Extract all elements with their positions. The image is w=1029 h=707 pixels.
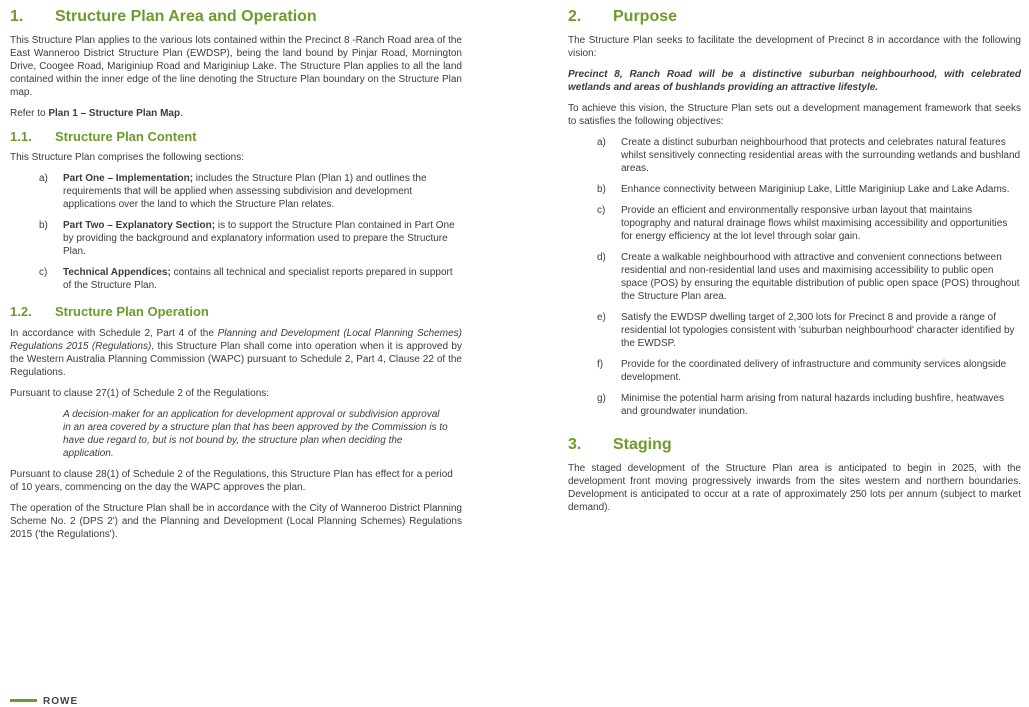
right-column: [568, 0, 1021, 514]
staging-paragraph: The staged development of the Structure Plan area is anticipated to begin in 2025, with the development front moving progressively inwards from the sites western and northern boundaries. Development is anticipated to occur at a rate of approximately 250 lots per annum (subject to market demand).: [568, 463, 1021, 513]
section-1-paragraph: This Structure Plan applies to the various lots contained within the Precinct 8 -Ranch Road area of the East Wanneroo District Structure Plan (EWDSP), being the land bound by Pinjar Road, Mornington Drive, Coogee Road, Mariginiup Road and Mariginiup Lake. The Structure Plan applies to all the land contained within the inner edge of the line denoting the Structure Plan boundary on the Structure Plan map.: [10, 35, 462, 98]
list-item: d) Create a walkable neighbourhood with attractive and convenient connections between residential and non-residential land uses and maximising accessibility to public open space (POS) by ensuring the equitable distribution of public open space (POS) throughout the Structure Plan area.: [597, 252, 1020, 302]
plan-reference: Plan 1 – Structure Plan Map: [48, 108, 181, 119]
section-3-heading: [568, 435, 1021, 455]
company-logo: [10, 697, 78, 707]
list-item: b) Part Two – Explanatory Section; is to support the Structure Plan contained in Part One by providing the background and explanatory information used to prepare the Structure Plan.: [39, 220, 455, 257]
section-1-heading: [10, 7, 462, 27]
objectives-intro: To achieve this vision, the Structure Plan sets out a development management framework that seeks to satisfies the following objectives:: [568, 103, 1021, 127]
clause-27-intro: Pursuant to clause 27(1) of Schedule 2 of the Regulations:: [10, 388, 270, 399]
list-item: g) Minimise the potential harm arising from natural hazards including bushfire, heatwaves and groundwater inundation.: [597, 393, 1004, 417]
list-item: a) Part One – Implementation; includes the Structure Plan (Plan 1) and outlines the requirements that will be applied when assessing subdivision and development applications over the land to which the Structure Plan relates.: [39, 173, 427, 210]
refer-line: Refer to Plan 1 – Structure Plan Map.: [10, 108, 183, 119]
section-number: 1.2.: [10, 304, 32, 319]
scheme-paragraph: The operation of the Structure Plan shall be in accordance with the City of Wanneroo District Planning Scheme No. 2 (DPS 2') and the Planning and Development (Local Planning Schemes) Regulations 2015 ('the Regulations').: [10, 503, 462, 540]
regulation-quote: A decision-maker for an application for development approval or subdivision approval in an area covered by a structure plan that has been approved by the Commission is to have due regard to, but is not bound by, the structure plan when deciding the application.: [63, 409, 448, 459]
list-item: b) Enhance connectivity between Mariginiup Lake, Little Mariginiup Lake and Lake Adams.: [597, 184, 1010, 195]
section-title: Staging: [613, 436, 672, 453]
list-item: c) Technical Appendices; contains all technical and specialist reports prepared in support of the Structure Plan.: [39, 267, 453, 291]
section-title: Structure Plan Content: [55, 129, 197, 144]
clause-28-paragraph: Pursuant to clause 28(1) of Schedule 2 of the Regulations, this Structure Plan has effect for a period of 10 years, commencing on the day the WAPC approves the plan.: [10, 469, 453, 493]
section-title: Purpose: [613, 8, 678, 25]
section-number: 1.1.: [10, 129, 32, 144]
section-title: Structure Plan Area and Operation: [55, 8, 317, 25]
section-1-2-heading: [10, 304, 462, 320]
operation-paragraph: In accordance with Schedule 2, Part 4 of the Planning and Development (Local Planning Schemes) Regulations 2015 (Regulations), this Structure Plan shall come into operation when it is approved by the Western Australia Planning Commission (WAPC) pursuant to Schedule 2, Part 4, Clause 22 of the Regulations.: [10, 328, 462, 378]
section-number: 2.: [568, 8, 582, 25]
content-intro: This Structure Plan comprises the following sections:: [10, 152, 244, 163]
purpose-paragraph: The Structure Plan seeks to facilitate the development of Precinct 8 in accordance with the following vision:: [568, 35, 1021, 59]
objectives-list: [568, 136, 1021, 418]
content-list: [10, 172, 462, 292]
list-item: e) Satisfy the EWDSP dwelling target of 2,300 lots for Precinct 8 and provide a range of residential lot typologies consistent with 'suburban neighbourhood' character identified by the EWDSP.: [597, 312, 1015, 349]
section-number: 3.: [568, 436, 582, 453]
section-1-1-heading: [10, 129, 462, 145]
section-title: Structure Plan Operation: [55, 304, 209, 319]
left-column: [10, 0, 462, 541]
list-item: a) Create a distinct suburban neighbourhood that protects and celebrates natural features whilst sensitively connecting residential areas with the surrounding wetlands and bushland areas.: [597, 137, 1021, 174]
logo-text: ROWE: [43, 696, 79, 707]
vision-statement: Precinct 8, Ranch Road will be a distinctive suburban neighbourhood, with celebrated wetlands and areas of bushlands providing an attractive lifestyle.: [568, 69, 1021, 93]
section-2-heading: [568, 7, 1021, 27]
list-item: c) Provide an efficient and environmentally responsive urban layout that maintains topography and natural drainage flows whilst maximising accessibility and opportunities for energy efficiency at the lot level through solar gain.: [597, 205, 1008, 242]
list-item: f) Provide for the coordinated delivery of infrastructure and community services alongside development.: [597, 359, 1007, 383]
section-number: 1.: [10, 8, 24, 25]
